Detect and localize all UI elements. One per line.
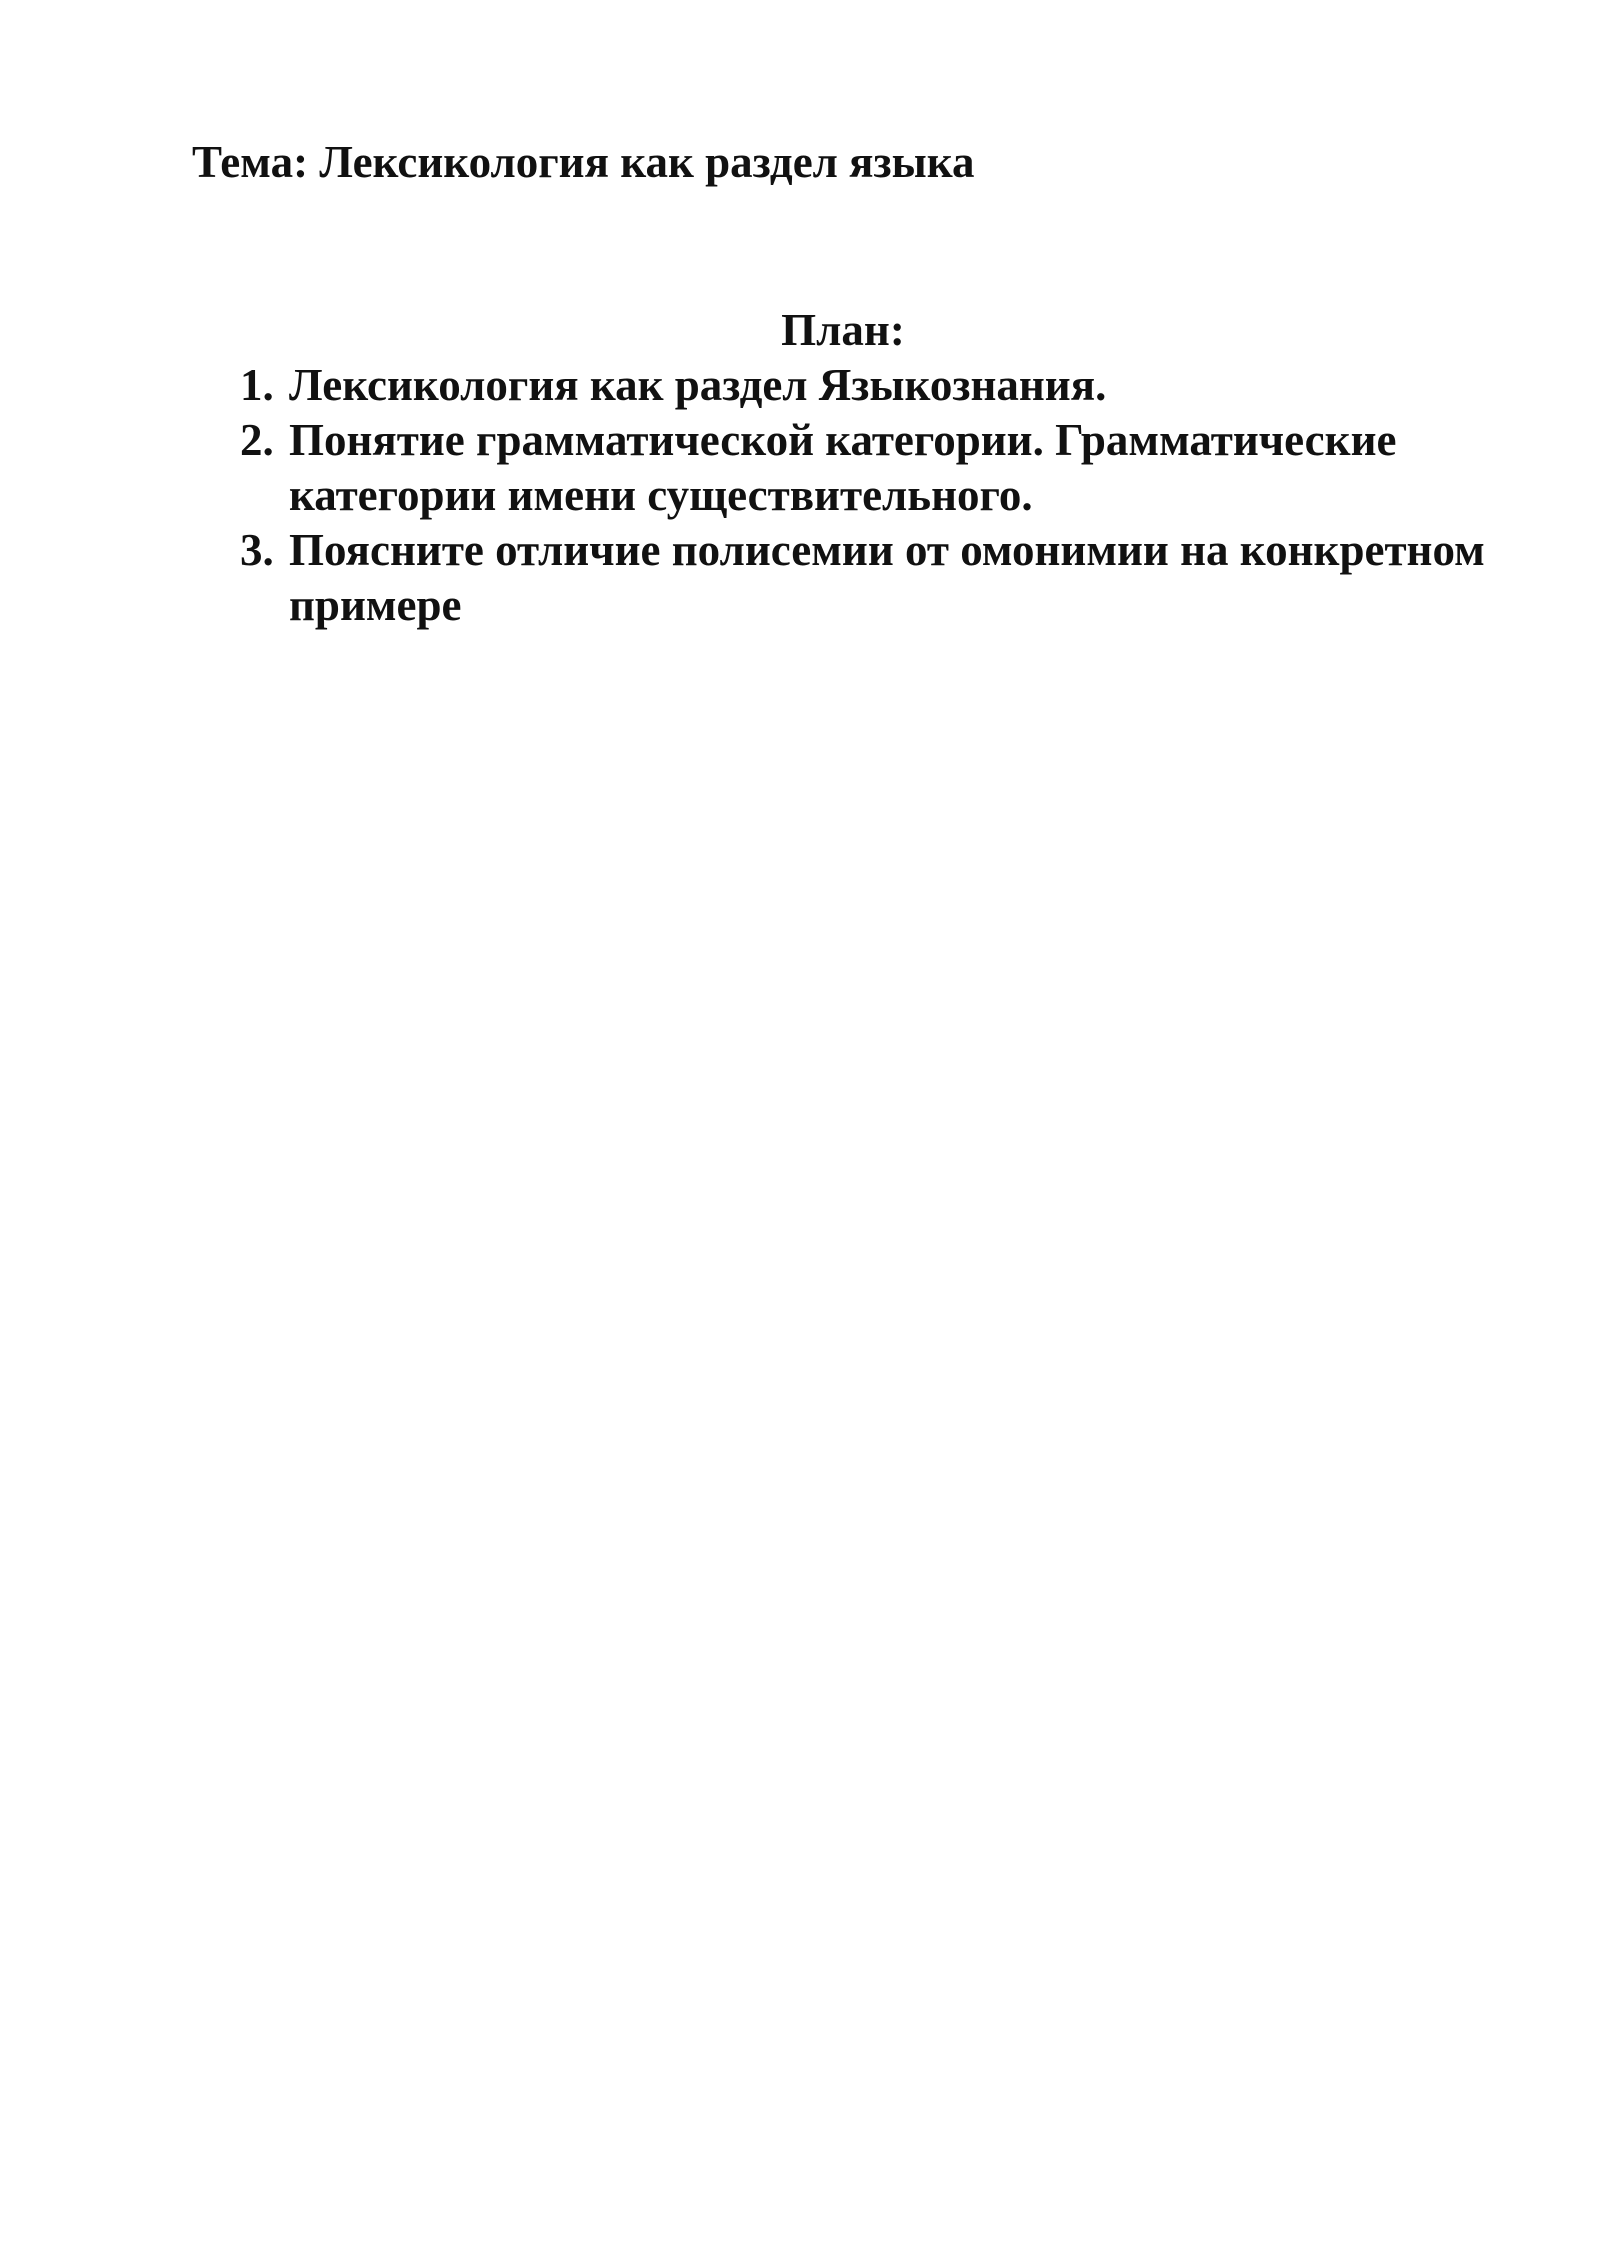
document-topic: Тема: Лексикология как раздел языка — [192, 137, 975, 187]
plan-item-number: 3. — [240, 525, 274, 575]
plan-item — [240, 413, 1540, 523]
plan-item — [240, 358, 1540, 413]
plan-item-text: Понятие грамматической категории. Грамматические категории имени существительного. — [289, 415, 1397, 520]
plan-item-number: 1. — [240, 360, 274, 410]
plan-heading: План: — [781, 305, 905, 355]
plan-item — [240, 523, 1540, 633]
plan-list — [240, 358, 1540, 633]
plan-item-text: Лексикология как раздел Языкознания. — [289, 360, 1107, 410]
plan-item-number: 2. — [240, 415, 274, 465]
plan-item-text: Поясните отличие полисемии от омонимии на конкретном примере — [289, 525, 1485, 630]
